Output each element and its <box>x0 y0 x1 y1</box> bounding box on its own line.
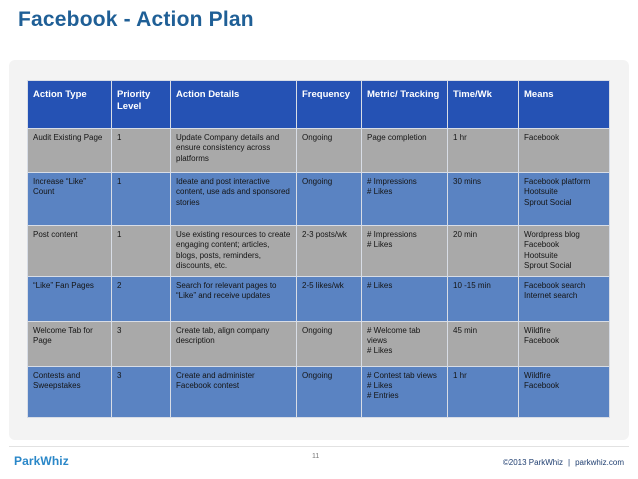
cell-frequency: Ongoing <box>297 173 362 226</box>
cell-action-type: Increase “Like” Count <box>28 173 112 226</box>
parkwhiz-logo <box>14 454 69 468</box>
column-header-priority-level: Priority Level <box>112 81 171 129</box>
cell-action-type: Contests and Sweepstakes <box>28 366 112 417</box>
cell-priority-level: 3 <box>112 321 171 366</box>
cell-action-details: Create tab, align company description <box>171 321 297 366</box>
cell-time-wk: 45 min <box>448 321 519 366</box>
cell-means: Facebook <box>519 129 610 173</box>
cell-frequency: 2-5 likes/wk <box>297 276 362 321</box>
cell-means: Wildfire Facebook <box>519 321 610 366</box>
table-row <box>28 129 610 173</box>
cell-time-wk: 1 hr <box>448 366 519 417</box>
cell-frequency: Ongoing <box>297 321 362 366</box>
copyright-text: ©2013 ParkWhiz <box>502 458 564 467</box>
cell-priority-level: 3 <box>112 366 171 417</box>
cell-time-wk: 30 mins <box>448 173 519 226</box>
cell-time-wk: 1 hr <box>448 129 519 173</box>
cell-metric-tracking: # Welcome tab views # Likes <box>362 321 448 366</box>
table-row <box>28 276 610 321</box>
cell-time-wk: 20 min <box>448 226 519 277</box>
cell-frequency: Ongoing <box>297 129 362 173</box>
footer-divider <box>9 446 629 447</box>
cell-action-details: Update Company details and ensure consistency across platforms <box>171 129 297 173</box>
column-header-metric-tracking: Metric/ Tracking <box>362 81 448 129</box>
cell-means: Wordpress blog Facebook Hootsuite Sprout Social <box>519 226 610 277</box>
page-number: 11 <box>312 453 320 460</box>
cell-priority-level: 1 <box>112 173 171 226</box>
cell-action-type: Audit Existing Page <box>28 129 112 173</box>
cell-priority-level: 1 <box>112 226 171 277</box>
column-header-action-type: Action Type <box>28 81 112 129</box>
table-row <box>28 366 610 417</box>
action-plan-table <box>27 80 610 418</box>
footer-separator: | <box>568 458 571 467</box>
cell-metric-tracking: # Likes <box>362 276 448 321</box>
cell-action-type: “Like” Fan Pages <box>28 276 112 321</box>
cell-metric-tracking: # Impressions # Likes <box>362 226 448 277</box>
table-row <box>28 226 610 277</box>
cell-metric-tracking: Page completion <box>362 129 448 173</box>
cell-frequency: 2-3 posts/wk <box>297 226 362 277</box>
cell-action-details: Use existing resources to create engaging content; articles, blogs, posts, reminders, discounts, etc. <box>171 226 297 277</box>
footer-copyright-line <box>503 458 624 467</box>
table-row <box>28 321 610 366</box>
cell-means: Facebook search Internet search <box>519 276 610 321</box>
page-title: Facebook - Action Plan <box>18 8 254 31</box>
cell-action-details: Ideate and post interactive content, use ads and sponsored stories <box>171 173 297 226</box>
table-header-row <box>28 81 610 129</box>
cell-priority-level: 1 <box>112 129 171 173</box>
cell-time-wk: 10 -15 min <box>448 276 519 321</box>
column-header-time-wk: Time/Wk <box>448 81 519 129</box>
cell-means: Facebook platform Hootsuite Sprout Social <box>519 173 610 226</box>
cell-metric-tracking: # Contest tab views # Likes # Entries <box>362 366 448 417</box>
table-row <box>28 173 610 226</box>
cell-action-details: Create and administer Facebook contest <box>171 366 297 417</box>
column-header-action-details: Action Details <box>171 81 297 129</box>
cell-action-details: Search for relevant pages to “Like” and receive updates <box>171 276 297 321</box>
logo-text: ParkWhiz <box>14 454 69 468</box>
column-header-means: Means <box>519 81 610 129</box>
cell-priority-level: 2 <box>112 276 171 321</box>
cell-metric-tracking: # Impressions # Likes <box>362 173 448 226</box>
cell-frequency: Ongoing <box>297 366 362 417</box>
cell-action-type: Welcome Tab for Page <box>28 321 112 366</box>
cell-means: Wildfire Facebook <box>519 366 610 417</box>
column-header-frequency: Frequency <box>297 81 362 129</box>
website-link[interactable]: parkwhiz.com <box>575 458 624 467</box>
cell-action-type: Post content <box>28 226 112 277</box>
